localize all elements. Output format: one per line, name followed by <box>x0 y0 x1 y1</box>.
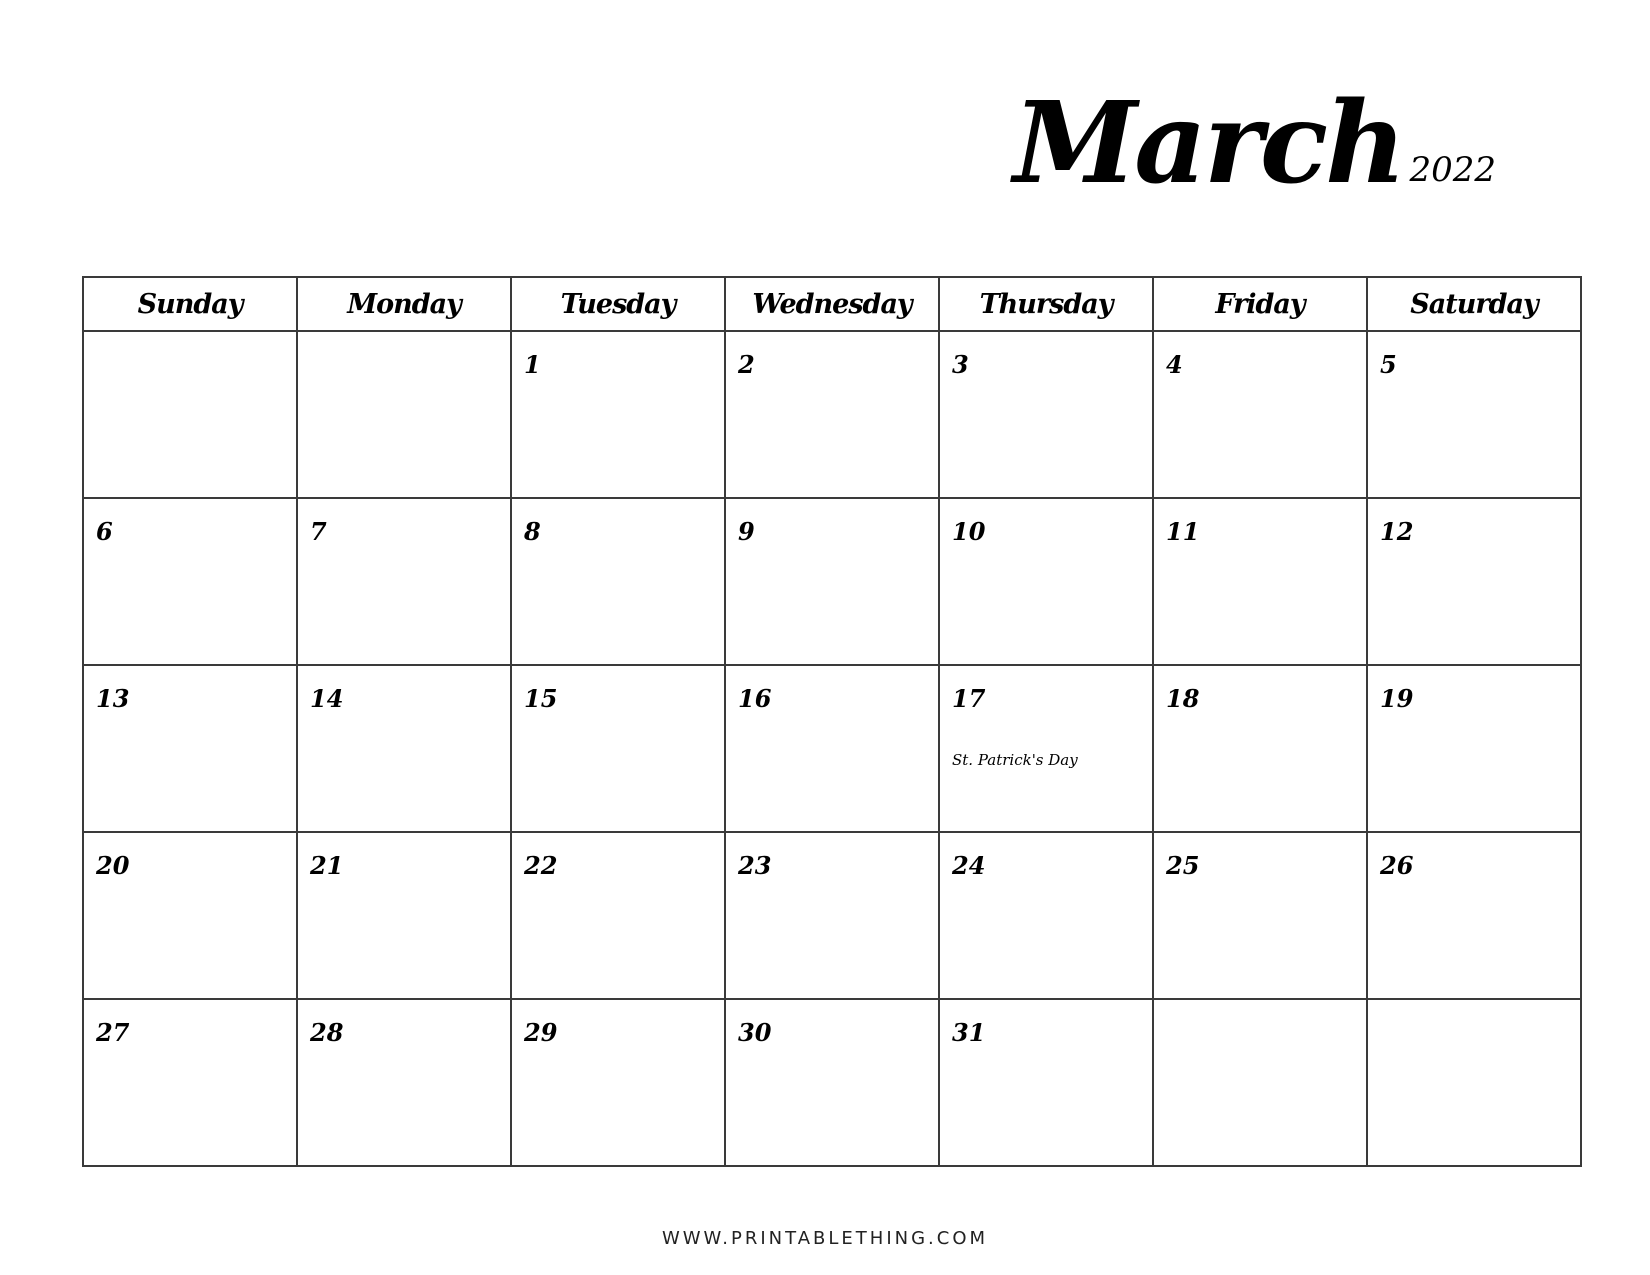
day-cell <box>83 832 297 999</box>
day-cell <box>939 832 1153 999</box>
calendar-title <box>1013 78 1496 209</box>
empty-day-cell <box>83 331 297 498</box>
day-cell <box>511 999 725 1166</box>
day-cell <box>1153 331 1367 498</box>
day-number: 20 <box>96 851 130 880</box>
month-grid <box>82 276 1582 1167</box>
day-cell <box>939 665 1153 832</box>
day-cell <box>939 498 1153 665</box>
year-title: 2022 <box>1409 150 1496 190</box>
week-row <box>83 832 1581 999</box>
day-number: 6 <box>96 517 113 546</box>
day-number: 29 <box>524 1018 558 1047</box>
day-number: 26 <box>1380 851 1414 880</box>
week-row <box>83 999 1581 1166</box>
week-row <box>83 665 1581 832</box>
day-number: 21 <box>310 851 344 880</box>
day-cell <box>83 999 297 1166</box>
day-cell <box>297 498 511 665</box>
day-cell <box>725 999 939 1166</box>
day-number: 24 <box>952 851 986 880</box>
empty-day-cell <box>297 331 511 498</box>
day-cell <box>725 498 939 665</box>
day-cell <box>939 999 1153 1166</box>
weekday-sunday: Sunday <box>83 277 297 331</box>
day-number: 23 <box>738 851 772 880</box>
weekday-saturday: Saturday <box>1367 277 1581 331</box>
footer-url: WWW.PRINTABLETHING.COM <box>661 1228 989 1249</box>
day-cell <box>297 999 511 1166</box>
week-row <box>83 498 1581 665</box>
day-number: 30 <box>738 1018 772 1047</box>
day-number: 4 <box>1166 350 1183 379</box>
day-cell <box>1367 665 1581 832</box>
day-cell <box>511 498 725 665</box>
day-cell <box>725 832 939 999</box>
weeks-body <box>83 331 1581 1166</box>
day-cell <box>83 498 297 665</box>
day-number: 2 <box>738 350 755 379</box>
day-cell <box>939 331 1153 498</box>
day-number: 28 <box>310 1018 344 1047</box>
day-number: 3 <box>952 350 969 379</box>
day-number: 16 <box>738 684 772 713</box>
day-cell <box>1153 832 1367 999</box>
weekday-thursday: Thursday <box>939 277 1153 331</box>
day-cell <box>1153 498 1367 665</box>
weekday-monday: Monday <box>297 277 511 331</box>
holiday-label: St. Patrick's Day <box>952 751 1078 769</box>
day-number: 1 <box>524 350 541 379</box>
week-row <box>83 331 1581 498</box>
day-cell <box>511 665 725 832</box>
weekday-friday: Friday <box>1153 277 1367 331</box>
day-number: 19 <box>1380 684 1414 713</box>
day-number: 22 <box>524 851 558 880</box>
day-cell <box>1153 665 1367 832</box>
day-cell <box>511 832 725 999</box>
day-number: 5 <box>1380 350 1397 379</box>
day-number: 11 <box>1166 517 1200 546</box>
day-number: 12 <box>1380 517 1414 546</box>
weekday-tuesday: Tuesday <box>511 277 725 331</box>
day-number: 31 <box>952 1018 986 1047</box>
day-number: 25 <box>1166 851 1200 880</box>
day-cell <box>511 331 725 498</box>
weekday-header-row <box>83 277 1581 331</box>
day-cell <box>297 832 511 999</box>
day-cell <box>725 331 939 498</box>
day-number: 17 <box>952 684 986 713</box>
day-cell <box>725 665 939 832</box>
day-number: 15 <box>524 684 558 713</box>
day-cell <box>83 665 297 832</box>
day-number: 7 <box>310 517 327 546</box>
weekday-wednesday: Wednesday <box>725 277 939 331</box>
day-cell <box>1367 832 1581 999</box>
day-cell <box>297 665 511 832</box>
empty-day-cell <box>1153 999 1367 1166</box>
day-number: 9 <box>738 517 755 546</box>
day-number: 13 <box>96 684 130 713</box>
day-cell <box>1367 331 1581 498</box>
day-number: 10 <box>952 517 986 546</box>
day-cell <box>1367 498 1581 665</box>
day-number: 8 <box>524 517 541 546</box>
month-title: March <box>1013 78 1404 209</box>
empty-day-cell <box>1367 999 1581 1166</box>
day-number: 14 <box>310 684 344 713</box>
day-number: 18 <box>1166 684 1200 713</box>
day-number: 27 <box>96 1018 130 1047</box>
